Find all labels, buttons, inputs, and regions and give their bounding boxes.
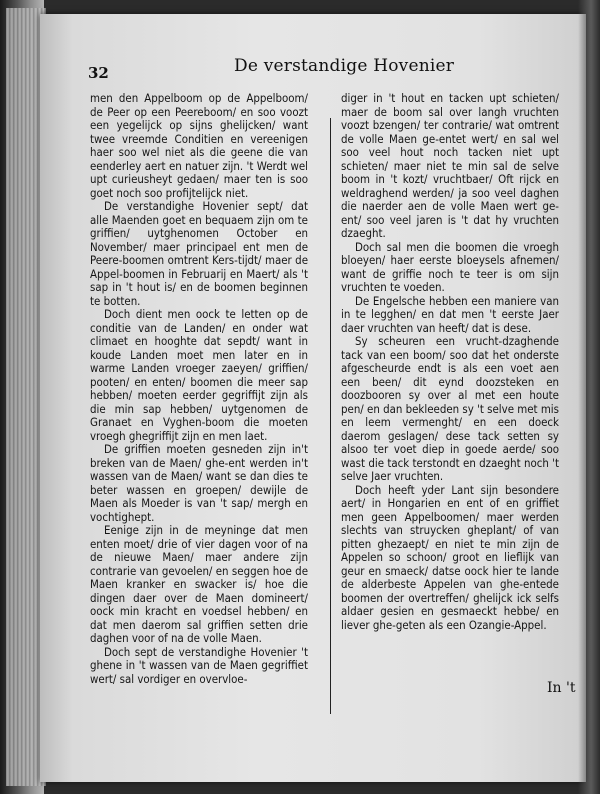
paragraph: De verstandighe Hovenier sept/ dat alle Maenden goet en bequaem zijn om te griffien/ uytghenomen October en November/ maer principael ent men de Peere-boomen omtrent Kers-tijdt/ maer de Appel-boomen in Februarij en Maert/ als 't sap in 't hout is/ en de boomen beginnen te botten. <box>90 199 308 308</box>
paragraph: Doch dient men oock te letten op de conditie van de Landen/ en onder wat climaet en hooghte dat sepdt/ want in koude Landen moet men later en in warme Landen vroeger zaeyen/ griffien/ pooten/ en enten/ boomen die meer sap hebben/ moeten eerder gegriffijt zijn als die min sap hebben/ uytgenomen de Granaet en Vyghen-boom die moeten vroegh ghegriffijt zijn en men laet. <box>90 307 308 443</box>
paragraph: diger in 't hout en tacken upt schieten/ maer de boom sal over langh vruchten voozt bzengen/ ter contrarie/ wat omtrent de volle Maen ge-entet wert/ en sal wel soo veel hout noch tacken niet upt schieten/ maer niet te min sal de selve boom in 't kozt/ vruchtbaer/ Oft rijck en weldraghend werden/ ja soo veel daghen die naerder aen de volle Maen wert ge-ent/ soo veel jaren is 't dat hy vruchten dzaeght. <box>341 91 559 240</box>
right-column <box>341 92 559 632</box>
paragraph: Doch heeft yder Lant sijn besondere aert/ in Hongarien en ent of en griffiet men geen Appelboomen/ maer werden slechts van struycken gheplant/ of van pitten ghezaept/ en niet te min zijn de Appelen so schoon/ groot en lieflijk van geur en smaeck/ datse oock hier te lande de alderbeste Appelen van ghe-entede boomen der overtreffen/ ghelijck ick selfs aldaer gesien en gesmaeckt hebbe/ en liever ghe-geten als een Ozangie-Appel. <box>341 482 559 632</box>
column-divider <box>330 118 331 714</box>
paragraph: De Engelsche hebben een maniere van in te legghen/ en dat men 't eerste Jaer daer vruchten van heeft/ dat is dese. <box>341 293 559 335</box>
running-title: De verstandige Hovenier <box>234 56 455 76</box>
left-column <box>90 92 308 686</box>
paragraph: Sy scheuren een vrucht-dzaghende tack van een boom/ soo dat het onderste afgescheurde endt is als een voet aen een been/ dit eynd doozsteken en doozbooren sy over al met een houte pen/ en dan bekleeden sy 't selve met mis en leem vermenght/ en een doeck daerom geslagen/ dese tack setten sy alsoo ter voet diep in goede aerde/ soo wast die tack terstondt en dzaeght noch 't selve Jaer vruchten. <box>341 334 559 483</box>
catchword: In 't <box>547 680 576 696</box>
paragraph: men den Appelboom op de Appelboom/ de Peer op een Peereboom/ en soo voozt een yegelijck op sijns ghelijcken/ want twee vreemde Conditien en vereenigen haer soo wel niet als die geene die van eenderley aert en natuer zijn. 't Werdt wel upt curieusheyt gedaen/ maer ten is soo goet noch soo profijtelijck niet. <box>90 91 308 200</box>
paragraph: De griffien moeten gesneden zijn in't breken van de Maen/ ghe-ent werden in't wassen van de Maen/ want se dan dies te beter wassen en groepen/ dewijle de Maen als Moeder is van 't sap/ mergh en vochtighept. <box>90 442 308 524</box>
paragraph: Doch sept de verstandighe Hovenier 't ghene in 't wassen van de Maen gegriffiet wert/ sal vordiger en overvloe- <box>90 644 308 686</box>
right-page-shadow <box>578 0 600 794</box>
page-number: 32 <box>88 64 109 82</box>
page-header <box>88 52 568 82</box>
paragraph: Doch sal men die boomen die vroegh bloeyen/ haer eerste bloeysels afnemen/ want de griffie noch te teer is om sijn vruchten te voeden. <box>341 239 559 294</box>
book-page <box>40 14 586 782</box>
paragraph: Eenige zijn in de meyninge dat men enten moet/ drie of vier dagen voor of na de nieuwe Maen/ maer andere zijn contrarie van gevoelen/ en seggen hoe de Maen kranker en swacker is/ hoe die dingen daer over de Maen domineert/ oock min kracht en voedsel hebben/ en dat men daerom sal griffien setten drie daghen voor of na de volle Maen. <box>90 523 308 645</box>
